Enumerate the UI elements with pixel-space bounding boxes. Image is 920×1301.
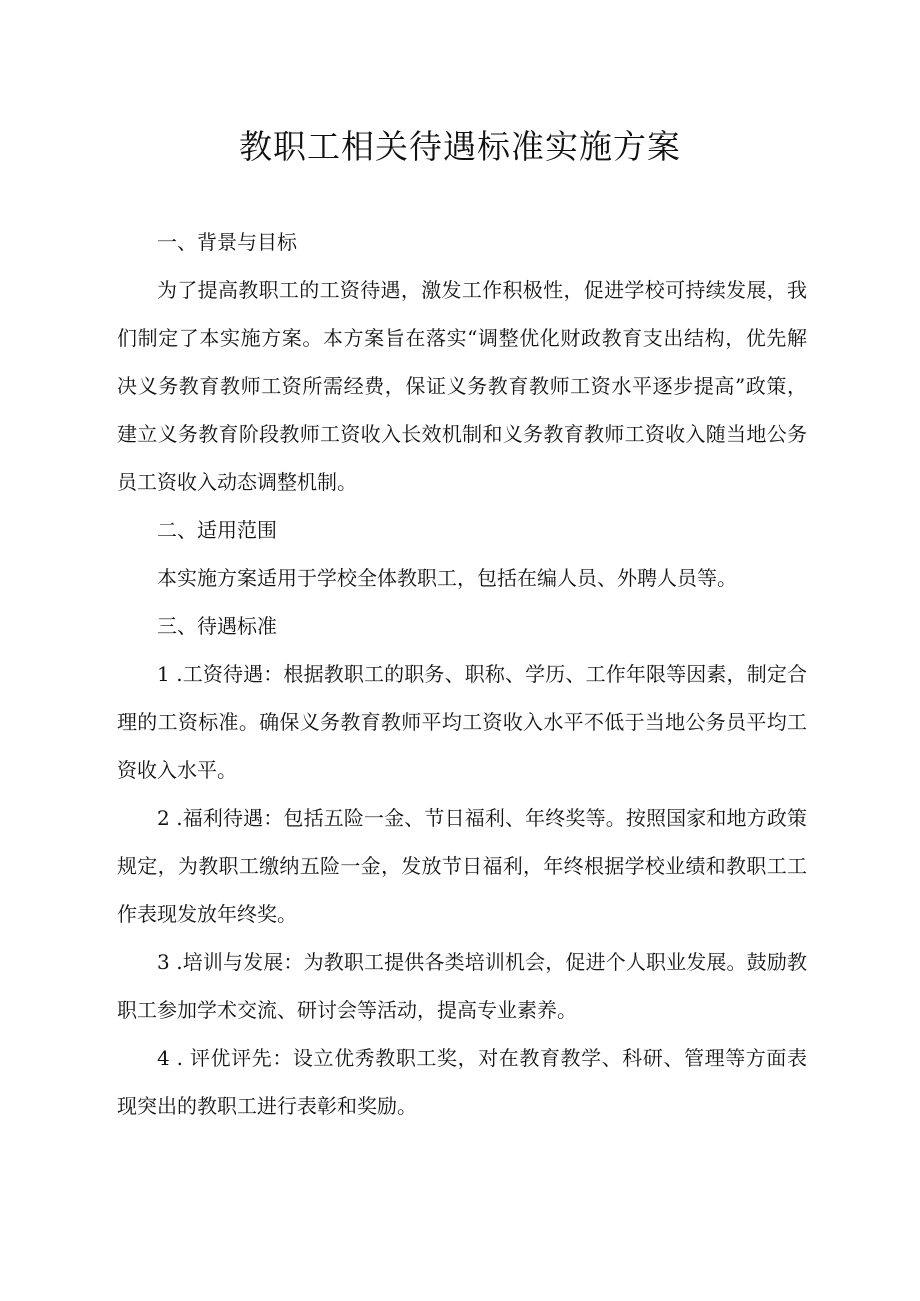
paragraph-background: 为了提高教职工的工资待遇，激发工作积极性，促进学校可持续发展，我们制定了本实施方案。本方案旨在落实“调整优化财政教育支出结构，优先解决义务教育教师工资所需经费，保证义务教育教师工资水平逐步提高”政策，建立义务教育阶段教师工资收入长效机制和义务教育教师工资收入随当地公务员工资收入动态调整机制。 xyxy=(117,278,807,494)
list-item-welfare: 2 .福利待遇：包括五险一金、节日福利、年终奖等。按照国家和地方政策规定，为教职工缴纳五险一金，发放节日福利，年终根据学校业绩和教职工工作表现发放年终奖。 xyxy=(117,806,807,926)
list-item-awards: 4 . 评优评先：设立优秀教职工奖，对在教育教学、科研、管理等方面表现突出的教职工进行表彰和奖励。 xyxy=(117,1046,807,1118)
paragraph-scope: 本实施方案适用于学校全体教职工，包括在编人员、外聘人员等。 xyxy=(157,566,737,590)
section-heading-scope: 二、适用范围 xyxy=(157,518,277,542)
list-item-training: 3 .培训与发展：为教职工提供各类培训机会，促进个人职业发展。鼓励教职工参加学术交流、研讨会等活动，提高专业素养。 xyxy=(117,950,807,1022)
document-title: 教职工相关待遇标准实施方案 xyxy=(239,127,681,166)
list-item-salary: 1 .工资待遇：根据教职工的职务、职称、学历、工作年限等因素，制定合理的工资标准。确保义务教育教师平均工资收入水平不低于当地公务员平均工资收入水平。 xyxy=(117,662,807,782)
document-body xyxy=(117,218,807,1130)
section-heading-background: 一、背景与目标 xyxy=(157,230,297,254)
section-heading-standards: 三、待遇标准 xyxy=(157,614,277,638)
